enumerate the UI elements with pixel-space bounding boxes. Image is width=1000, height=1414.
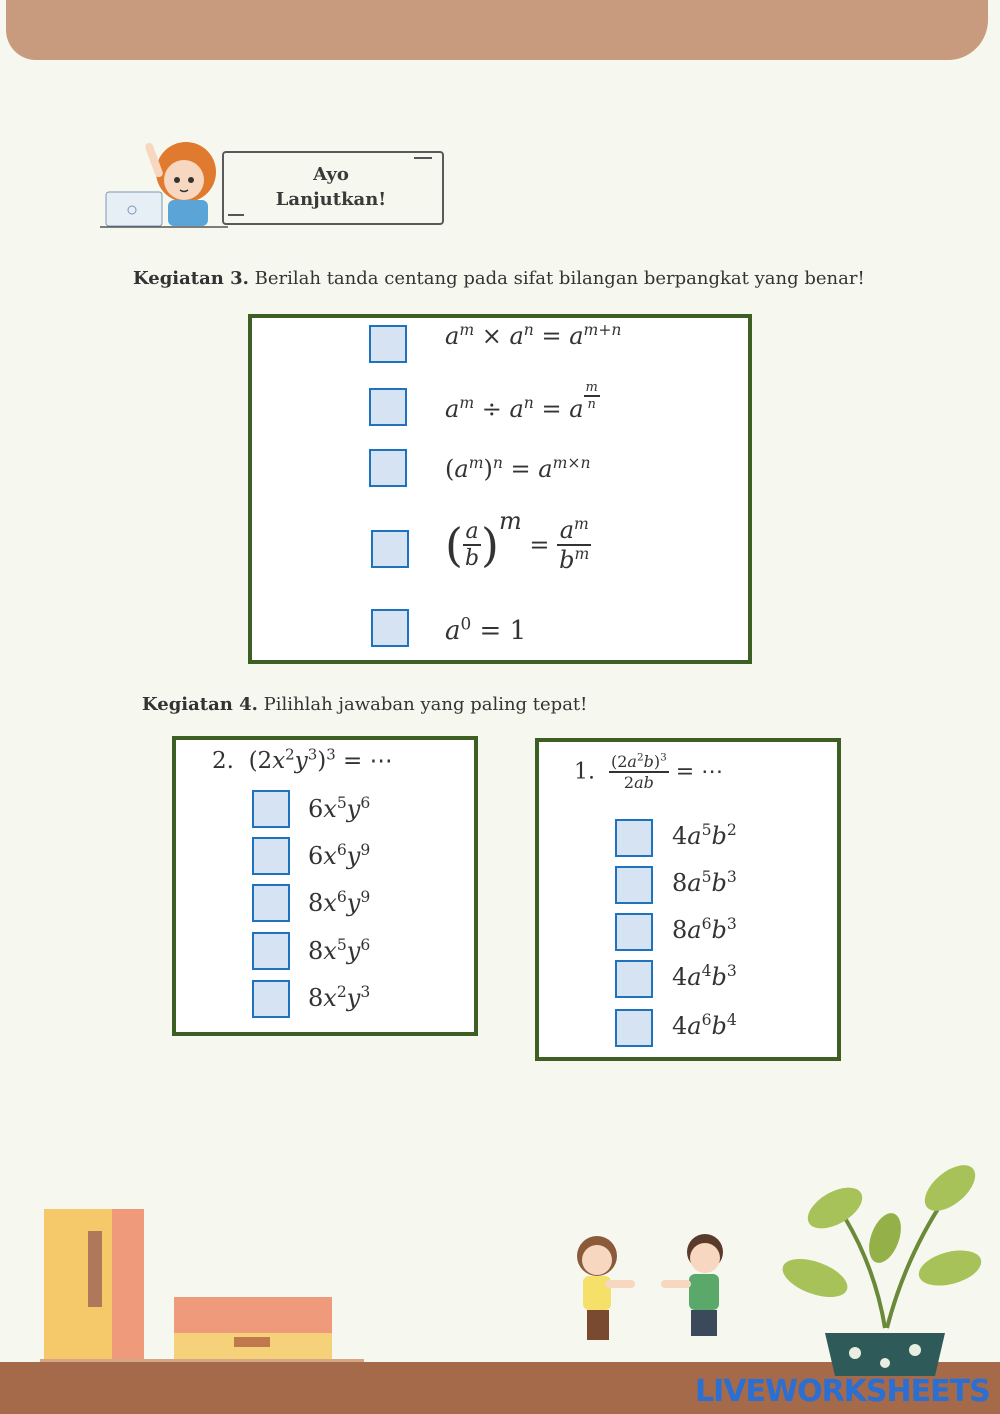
child-with-laptop-illustration — [98, 130, 238, 230]
q2-option-3: $8x^6y^9$ — [308, 888, 371, 917]
q2-option-3-checkbox[interactable] — [252, 884, 290, 922]
banner-line-2: Lanjutkan! — [275, 189, 387, 210]
question-2-number: 2. — [212, 748, 234, 774]
q1-option-3: $8a^6b^3$ — [672, 915, 737, 944]
checkbox-property-1[interactable] — [369, 325, 407, 363]
q2-option-5: $8x^2y^3$ — [308, 983, 371, 1012]
property-1-formula: $a^m \times a^n = a^{m+n}$ — [445, 321, 622, 350]
kegiatan4-instruction — [142, 694, 842, 715]
checkbox-property-5[interactable] — [371, 609, 409, 647]
q2-option-5-checkbox[interactable] — [252, 980, 290, 1018]
q2-option-1-checkbox[interactable] — [252, 790, 290, 828]
top-band — [6, 0, 988, 60]
liveworksheets-logo: LIVEWORKSHEETS — [695, 1374, 990, 1409]
q1-option-4: $4a^4b^3$ — [672, 962, 737, 991]
children-illustration — [565, 1230, 745, 1360]
q2-option-4-checkbox[interactable] — [252, 932, 290, 970]
question-1-text: 1. $\frac{(2a^2b)^3}{2ab}$ = ⋯ — [574, 751, 724, 792]
kegiatan3-label: Kegiatan 3. — [133, 268, 249, 289]
checkbox-property-4[interactable] — [371, 530, 409, 568]
property-2-formula: $a^m \div a^n = a$ $\frac{m}{n}$ — [445, 380, 598, 423]
checkbox-property-2[interactable] — [369, 388, 407, 426]
kegiatan3-text: Berilah tanda centang pada sifat bilangan berpangkat yang benar! — [254, 268, 865, 289]
q1-option-5: $4a^6b^4$ — [672, 1011, 737, 1040]
q1-option-3-checkbox[interactable] — [615, 913, 653, 951]
q1-option-1-checkbox[interactable] — [615, 819, 653, 857]
checkbox-property-3[interactable] — [369, 449, 407, 487]
kegiatan3-instruction — [133, 268, 893, 289]
q1-option-1: $4a^5b^2$ — [672, 821, 737, 850]
property-5-formula: $a^0 = 1$ — [445, 613, 527, 646]
q1-option-2-checkbox[interactable] — [615, 866, 653, 904]
property-3-formula: $(a^m)^n = a^{m\times n}$ — [445, 454, 591, 483]
q2-option-1: $6x^5y^6$ — [308, 794, 371, 823]
q2-option-2-checkbox[interactable] — [252, 837, 290, 875]
kegiatan3-box — [248, 314, 752, 664]
plant-illustration — [775, 1158, 990, 1378]
property-4-formula: ( $\frac{a}{b}$ )$^m$ = $\frac{a^m}{b^m}$ — [445, 506, 590, 574]
kegiatan4-text: Pilihlah jawaban yang paling tepat! — [263, 694, 588, 715]
question-2-text: 2. $(2x^2y^3)^3$ = ⋯ — [212, 745, 393, 774]
q1-option-2: $8a^5b^3$ — [672, 868, 737, 897]
banner-title — [222, 162, 440, 212]
kegiatan4-label: Kegiatan 4. — [142, 694, 258, 715]
banner-corner-mark — [228, 214, 244, 216]
question-1-number: 1. — [574, 759, 595, 785]
q1-option-5-checkbox[interactable] — [615, 1009, 653, 1047]
q2-option-2: $6x^6y^9$ — [308, 841, 371, 870]
q1-option-4-checkbox[interactable] — [615, 960, 653, 998]
banner-line-1: Ayo — [313, 164, 349, 185]
banner-corner-mark — [414, 157, 432, 159]
q2-option-4: $8x^5y^6$ — [308, 936, 371, 965]
